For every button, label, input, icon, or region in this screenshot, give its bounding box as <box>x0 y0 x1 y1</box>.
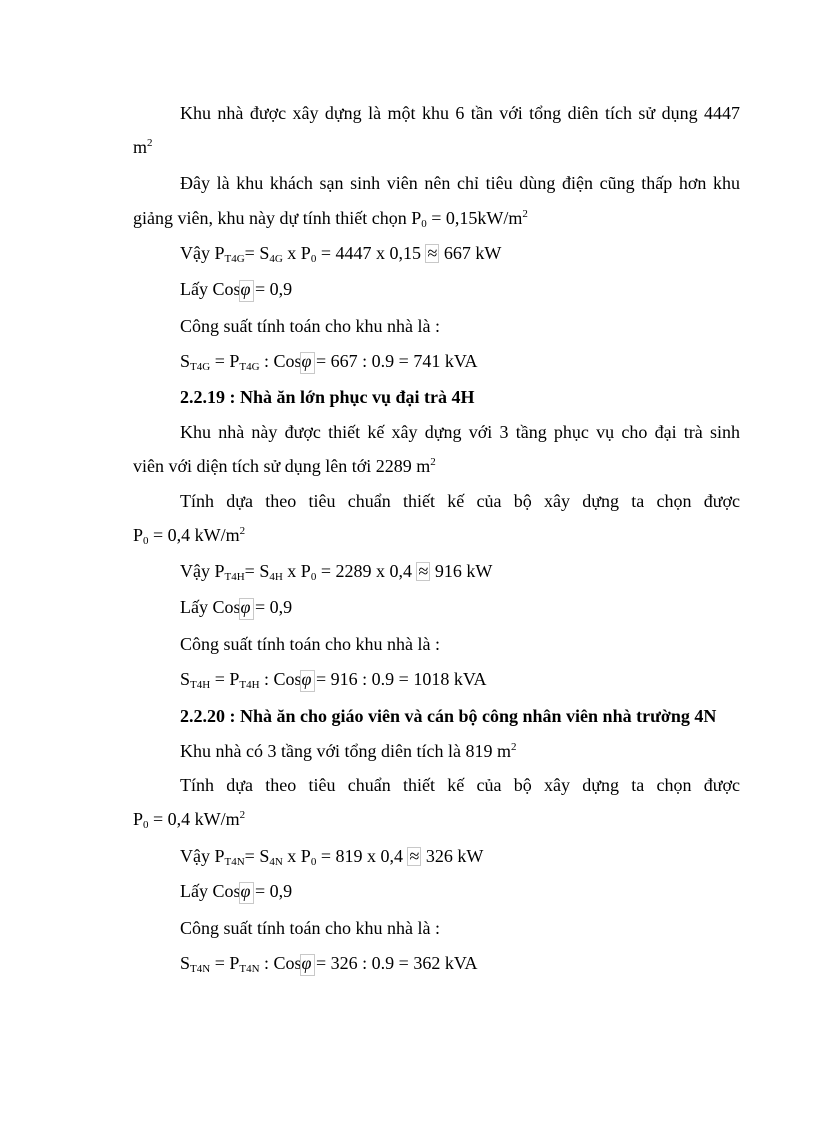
text: Tính dựa theo tiêu chuẩn thiết kế của bộ xây dựng ta chọn được <box>180 775 740 795</box>
phi-symbol: φ <box>301 953 312 973</box>
text: Lấy Cos <box>180 279 241 299</box>
text: = 667 : 0.9 = 741 kVA <box>311 351 478 371</box>
text: Đây là khu khách sạn sinh viên nên chỉ tiêu dùng điện cũng thấp hơn khu <box>180 173 740 193</box>
subscript: 4H <box>269 571 283 583</box>
paragraph-line <box>133 455 436 477</box>
paragraph-line <box>180 740 516 762</box>
text: Lấy Cos <box>180 597 241 617</box>
text: 326 kW <box>421 846 484 866</box>
text: S <box>180 351 191 371</box>
subscript: 4G <box>269 253 283 265</box>
text: P <box>133 525 144 545</box>
text: Khu nhà được xây dựng là một khu 6 tần với tổng diên tích sử dụng 4447 <box>180 103 740 123</box>
phi-symbol: φ <box>240 881 251 901</box>
text: S <box>180 953 191 973</box>
text: giảng viên, khu này dự tính thiết chọn P <box>133 208 422 228</box>
text: = 0,9 <box>250 881 293 901</box>
text: = 2289 x 0,4 <box>316 561 417 581</box>
subscript: 0 <box>421 218 427 230</box>
text: S <box>180 669 191 689</box>
subscript: 0 <box>310 253 317 265</box>
phi-symbol: φ <box>301 351 312 371</box>
text: viên với diện tích sử dụng lên tới 2289 m <box>133 456 431 476</box>
text: x P <box>282 561 311 581</box>
phi-symbol: φ <box>240 597 251 617</box>
formula-line <box>180 350 478 372</box>
approx-symbol: ≈ <box>427 243 438 263</box>
superscript: 2 <box>430 456 436 468</box>
formula-line <box>180 952 478 974</box>
section-heading: 2.2.20 : Nhà ăn cho giáo viên và cán bộ công nhân viên nhà trường 4N <box>180 706 717 726</box>
phi-symbol: φ <box>240 279 251 299</box>
paragraph-line <box>133 524 245 546</box>
formula-line <box>180 668 487 690</box>
text: Khu nhà này được thiết kế xây dựng với 3 tầng phục vụ cho đại trà sinh <box>180 422 740 442</box>
text: = P <box>210 669 240 689</box>
text: Công suất tính toán cho khu nhà là : <box>180 634 440 654</box>
subscript: 0 <box>143 535 149 547</box>
formula-line <box>180 845 483 867</box>
text: = P <box>210 351 240 371</box>
text: = 0,4 kW/m <box>148 525 240 545</box>
text: Khu nhà có 3 tầng với tổng diên tích là 819 m <box>180 741 511 761</box>
text: Lấy Cos <box>180 881 241 901</box>
paragraph-line <box>180 421 740 443</box>
text: : Cos <box>259 953 302 973</box>
text: 916 kW <box>430 561 493 581</box>
paragraph-line <box>180 774 740 796</box>
formula-line <box>180 596 292 618</box>
text: : Cos <box>259 669 302 689</box>
text: m <box>133 137 148 157</box>
superscript: 2 <box>239 525 246 537</box>
text: x P <box>282 243 311 263</box>
section-heading: 2.2.19 : Nhà ăn lớn phục vụ đại trà 4H <box>180 387 475 407</box>
text: = 0,9 <box>250 279 293 299</box>
subscript: T4N <box>190 963 211 975</box>
superscript: 2 <box>522 208 528 220</box>
paragraph-line <box>180 917 440 939</box>
paragraph-line <box>133 207 528 229</box>
text: P <box>133 809 144 829</box>
text: x P <box>282 846 311 866</box>
subscript: T4H <box>239 679 260 691</box>
text: = 819 x 0,4 <box>316 846 408 866</box>
text: Tính dựa theo tiêu chuẩn thiết kế của bộ xây dựng ta chọn được <box>180 491 740 511</box>
formula-line <box>180 278 292 300</box>
text: = S <box>244 243 270 263</box>
formula-line <box>180 242 501 264</box>
subscript: 4N <box>269 856 283 868</box>
text: Vậy P <box>180 243 225 263</box>
text: = 0,4 kW/m <box>148 809 240 829</box>
subscript: T4H <box>224 571 245 583</box>
superscript: 2 <box>510 741 517 753</box>
subscript: T4H <box>190 679 211 691</box>
text: Vậy P <box>180 561 225 581</box>
text: Công suất tính toán cho khu nhà là : <box>180 316 440 336</box>
text: Công suất tính toán cho khu nhà là : <box>180 918 440 938</box>
approx-symbol: ≈ <box>409 846 420 866</box>
text: Vậy P <box>180 846 225 866</box>
text: = 326 : 0.9 = 362 kVA <box>311 953 478 973</box>
text: = 916 : 0.9 = 1018 kVA <box>311 669 487 689</box>
subscript: T4N <box>224 856 245 868</box>
formula-line <box>180 560 492 582</box>
text: = S <box>244 846 270 866</box>
text: = P <box>210 953 240 973</box>
paragraph-line <box>180 633 440 655</box>
approx-symbol: ≈ <box>418 561 429 581</box>
paragraph-line <box>180 490 740 512</box>
superscript: 2 <box>239 809 246 821</box>
text: : Cos <box>259 351 302 371</box>
paragraph-line <box>133 136 153 158</box>
formula-line <box>180 880 292 902</box>
text: = S <box>244 561 270 581</box>
paragraph-line <box>133 808 245 830</box>
superscript: 2 <box>147 137 153 149</box>
subscript: T4G <box>190 361 211 373</box>
text: = 4447 x 0,15 <box>316 243 426 263</box>
subscript: T4G <box>224 253 245 265</box>
subscript: T4G <box>239 361 260 373</box>
paragraph-line <box>180 315 440 337</box>
paragraph-line <box>180 102 740 124</box>
subscript: T4N <box>239 963 260 975</box>
text: = 0,9 <box>250 597 293 617</box>
subscript: 0 <box>310 856 317 868</box>
paragraph-line <box>180 172 740 194</box>
text: = 0,15kW/m <box>426 208 523 228</box>
text: 667 kW <box>439 243 502 263</box>
subscript: 0 <box>310 571 317 583</box>
phi-symbol: φ <box>301 669 312 689</box>
subscript: 0 <box>143 819 149 831</box>
